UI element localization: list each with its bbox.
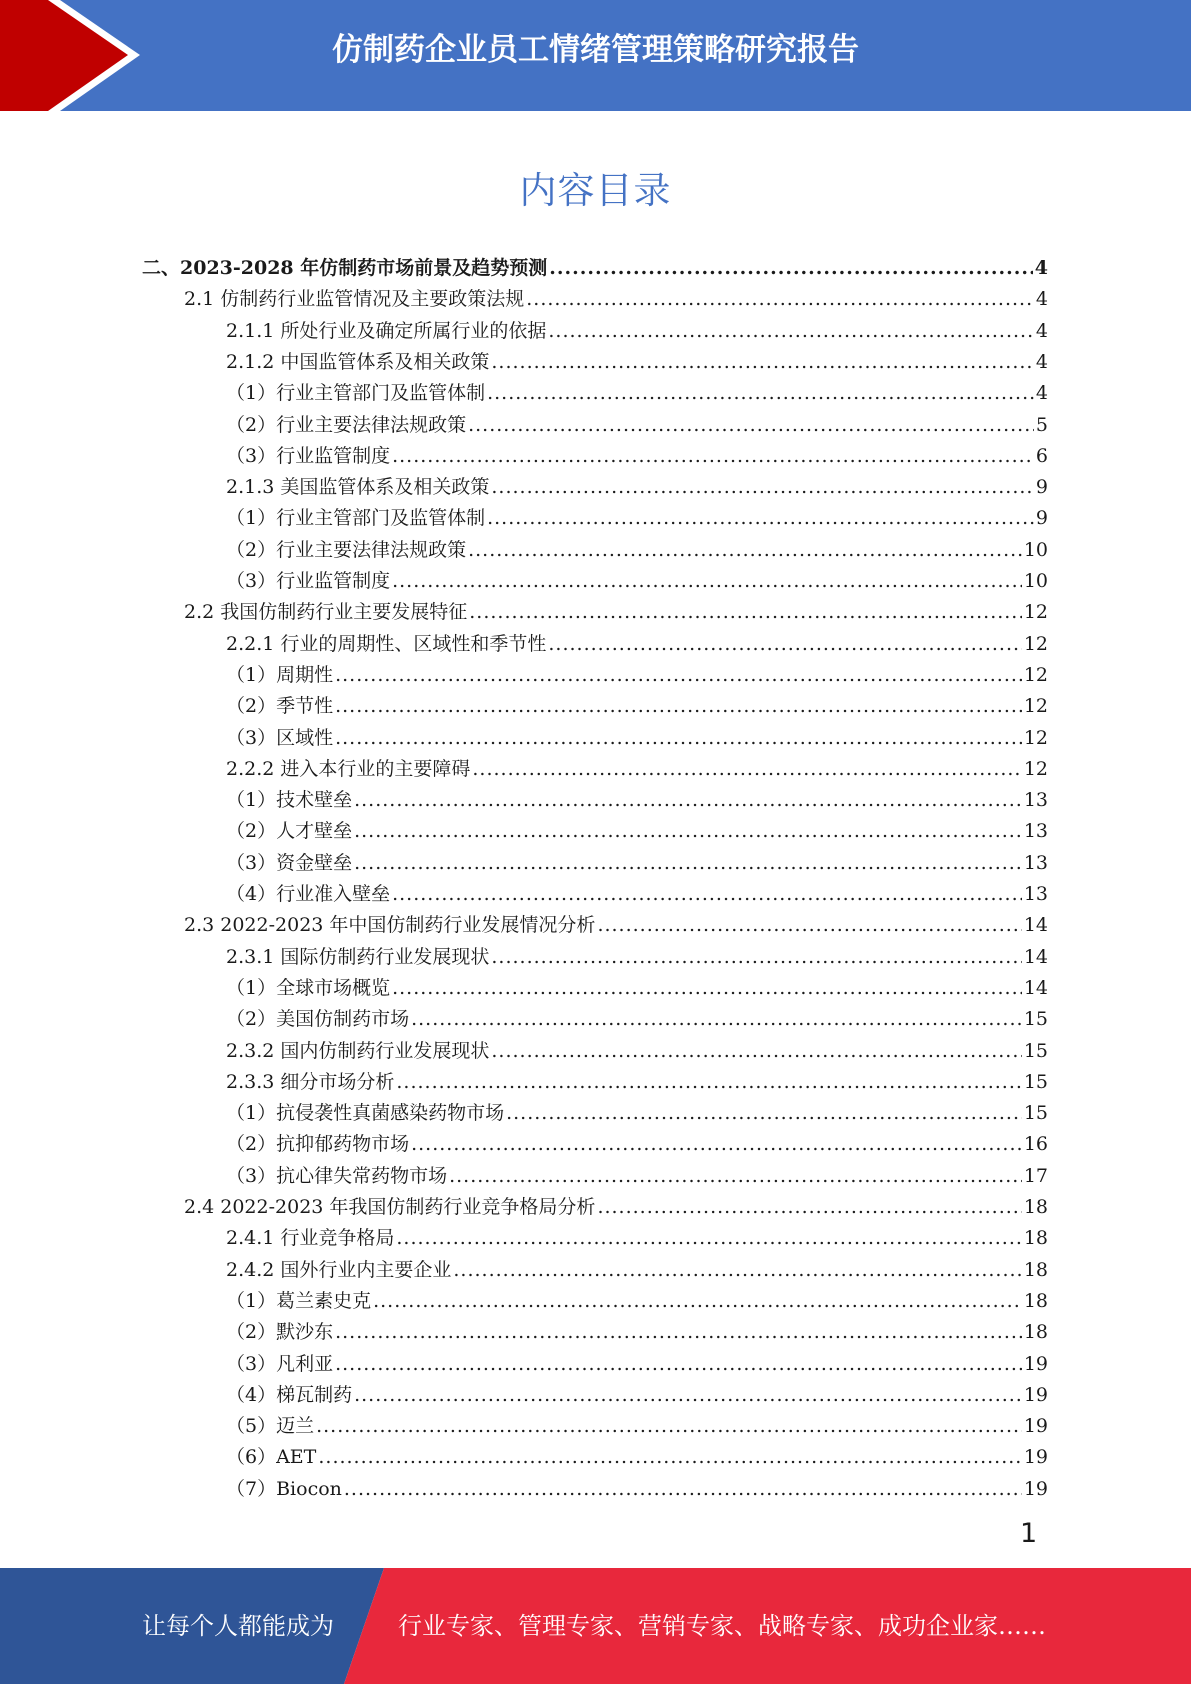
toc-entry-page: 12 (1023, 632, 1048, 655)
toc-entry-page: 12 (1023, 695, 1048, 718)
toc-dot-leader (469, 597, 1022, 628)
toc-entry[interactable] (226, 879, 1048, 910)
toc-entry[interactable] (226, 848, 1048, 879)
toc-entry[interactable] (226, 1129, 1048, 1160)
toc-entry-label: （4）梯瓦制药 (226, 1383, 353, 1406)
toc-entry-page: 18 (1023, 1258, 1048, 1281)
toc-entry[interactable] (226, 1161, 1048, 1192)
toc-entry[interactable] (226, 441, 1048, 472)
toc-dot-leader (411, 1004, 1022, 1035)
toc-dot-leader (335, 691, 1022, 722)
toc-entry-page: 17 (1023, 1164, 1048, 1187)
toc-entry-page: 14 (1023, 945, 1048, 968)
toc-dot-leader (491, 347, 1034, 378)
toc-entry-page: 5 (1035, 413, 1048, 436)
toc-dot-leader (392, 566, 1022, 597)
toc-entry-page: 16 (1023, 1133, 1048, 1156)
toc-entry-page: 15 (1023, 1008, 1048, 1031)
toc-dot-leader (548, 316, 1034, 347)
toc-entry-label: （5）迈兰 (226, 1415, 315, 1438)
toc-entry-page: 19 (1023, 1415, 1048, 1438)
toc-entry[interactable] (184, 1192, 1048, 1223)
toc-entry-label: （3）凡利亚 (226, 1352, 334, 1375)
toc-entry-label: （1）周期性 (226, 663, 334, 686)
toc-dot-leader (392, 973, 1022, 1004)
toc-entry[interactable] (184, 910, 1048, 941)
toc-dot-leader (487, 503, 1034, 534)
toc-dot-leader (487, 378, 1034, 409)
toc-heading: 内容目录 (519, 169, 672, 212)
toc-entry-page: 19 (1023, 1477, 1048, 1500)
toc-entry-page: 4 (1034, 257, 1048, 279)
toc-entry-label: （1）行业主管部门及监管体制 (226, 382, 486, 405)
toc-entry[interactable] (226, 1036, 1048, 1067)
toc-entry[interactable] (226, 1067, 1048, 1098)
toc-entry-page: 19 (1023, 1352, 1048, 1375)
toc-entry-page: 14 (1023, 976, 1048, 999)
toc-entry[interactable] (226, 723, 1048, 754)
toc-entry[interactable] (226, 1004, 1048, 1035)
footer-banner (0, 1568, 1191, 1684)
toc-entry-label: （3）区域性 (226, 726, 334, 749)
toc-entry-label: 2.2 我国仿制药行业主要发展特征 (184, 601, 468, 624)
toc-dot-leader (468, 410, 1034, 441)
toc-entry-label: 2.4 2022-2023 年我国仿制药行业竞争格局分析 (184, 1196, 596, 1218)
toc-dot-leader (392, 441, 1034, 472)
toc-entry[interactable] (226, 316, 1048, 347)
toc-entry-label: 2.3.3 细分市场分析 (226, 1070, 395, 1093)
toc-entry-label: 2.1.1 所处行业及确定所属行业的依据 (226, 319, 547, 342)
toc-entry-label: （3）资金壁垒 (226, 851, 353, 874)
toc-entry-page: 12 (1023, 663, 1048, 686)
toc-entry[interactable] (226, 566, 1048, 597)
toc-entry-label: 2.1.3 美国监管体系及相关政策 (226, 476, 490, 499)
toc-dot-leader (373, 1286, 1022, 1317)
toc-entry[interactable] (226, 660, 1048, 691)
toc-dot-leader (344, 1474, 1022, 1505)
toc-entry-label: （2）美国仿制药市场 (226, 1008, 410, 1031)
toc-dot-leader (472, 754, 1021, 785)
toc-entry-label: （4）行业准入壁垒 (226, 883, 391, 905)
toc-dot-leader (396, 1223, 1021, 1254)
header-title: 仿制药企业员工情绪管理策略研究报告 (332, 32, 859, 68)
toc-entry-label: 2.2.1 行业的周期性、区域性和季节性 (226, 632, 547, 655)
toc-entry-label: 2.3.2 国内仿制药行业发展现状 (226, 1039, 490, 1062)
toc-dot-leader (335, 660, 1022, 691)
toc-entry-label: （2）人才壁垒 (226, 820, 353, 843)
page-number: 1 (1020, 1518, 1038, 1549)
toc-entry[interactable] (226, 1442, 1048, 1473)
toc-entry-label: 2.2.2 进入本行业的主要障碍 (226, 757, 471, 780)
toc-dot-leader (491, 1036, 1021, 1067)
toc-entry-page: 18 (1023, 1227, 1048, 1250)
footer-slogan-left: 让每个人都能成为 (142, 1612, 334, 1640)
toc-entry[interactable] (226, 378, 1048, 409)
toc-entry-page: 9 (1035, 476, 1048, 499)
toc-entry[interactable] (184, 284, 1048, 315)
toc-entry-page: 9 (1035, 507, 1048, 530)
toc-dot-leader (548, 629, 1021, 660)
toc-entry-page: 14 (1023, 914, 1048, 937)
toc-entry-label: （6）AET (226, 1446, 317, 1469)
toc-entry-page: 18 (1023, 1321, 1048, 1344)
toc-entry-label: （2）默沙东 (226, 1321, 334, 1344)
toc-entry[interactable] (226, 1411, 1048, 1442)
toc-dot-leader (506, 1098, 1022, 1129)
toc-entry-page: 4 (1035, 350, 1048, 373)
toc-entry[interactable] (226, 754, 1048, 785)
toc-dot-leader (335, 1317, 1022, 1348)
toc-entry-page: 12 (1023, 601, 1048, 624)
toc-entry-page: 12 (1023, 726, 1048, 749)
toc-entry-page: 13 (1023, 789, 1048, 812)
toc-entry-label: （2）行业主要法律法规政策 (226, 413, 467, 436)
toc-dot-leader (354, 848, 1022, 879)
toc-entry[interactable] (226, 347, 1048, 378)
toc-entry-label: （3）行业监管制度 (226, 570, 391, 592)
toc-entry-label: 2.1 仿制药行业监管情况及主要政策法规 (184, 288, 525, 311)
toc-dot-leader (453, 1255, 1021, 1286)
toc-entry[interactable] (226, 1255, 1048, 1286)
toc-entry-page: 12 (1023, 757, 1048, 780)
footer-slogan-right: 行业专家、管理专家、营销专家、战略专家、成功企业家…… (398, 1612, 1046, 1640)
toc-entry-label: （1）全球市场概览 (226, 976, 391, 999)
toc-entry-page: 18 (1023, 1289, 1048, 1312)
toc-entry-label: （7）Biocon (226, 1477, 342, 1500)
toc-entry[interactable] (226, 1317, 1048, 1348)
toc-entry[interactable] (226, 535, 1048, 566)
toc-entry-label: 二、2023-2028 年仿制药市场前景及趋势预测 (142, 257, 548, 279)
toc-entry[interactable] (226, 973, 1048, 1004)
toc-dot-leader (354, 1380, 1022, 1411)
toc-entry-page: 19 (1023, 1383, 1048, 1406)
toc-entry-page: 15 (1023, 1102, 1048, 1125)
toc-entry[interactable] (226, 1286, 1048, 1317)
toc-dot-leader (468, 535, 1022, 566)
toc-dot-leader (392, 879, 1022, 910)
toc-entry[interactable] (226, 691, 1048, 722)
toc-entry-page: 6 (1035, 444, 1048, 467)
toc-entry-page: 13 (1023, 820, 1048, 843)
toc-entry[interactable] (226, 1098, 1048, 1129)
toc-dot-leader (491, 942, 1021, 973)
toc-entry-label: 2.3 2022-2023 年中国仿制药行业发展情况分析 (184, 914, 596, 937)
toc-entry[interactable] (226, 1223, 1048, 1254)
toc-entry-page: 10 (1023, 538, 1048, 561)
toc-entry[interactable] (226, 785, 1048, 816)
toc-dot-leader (549, 253, 1033, 284)
toc-entry-page: 15 (1023, 1070, 1048, 1093)
toc-entry-page: 13 (1023, 851, 1048, 874)
toc-entry-page: 10 (1023, 570, 1048, 592)
toc-dot-leader (318, 1442, 1021, 1473)
toc-entry-label: （1）技术壁垒 (226, 789, 353, 812)
toc-entry[interactable] (226, 942, 1048, 973)
toc-entry-label: （2）季节性 (226, 695, 334, 718)
toc-entry-label: （1）葛兰素史克 (226, 1289, 372, 1312)
toc-dot-leader (335, 723, 1022, 754)
toc-dot-leader (491, 472, 1034, 503)
toc-entry-page: 13 (1023, 883, 1048, 905)
toc-entry[interactable] (226, 503, 1048, 534)
toc-entry[interactable] (226, 1474, 1048, 1505)
toc-entry[interactable] (184, 597, 1048, 628)
toc-dot-leader (449, 1161, 1022, 1192)
toc-entry-page: 4 (1035, 382, 1048, 405)
toc-entry-label: （2）行业主要法律法规政策 (226, 538, 467, 561)
toc-dot-leader (411, 1129, 1022, 1160)
toc-entry[interactable] (226, 410, 1048, 441)
toc-entry-label: （1）抗侵袭性真菌感染药物市场 (226, 1102, 505, 1125)
toc-dot-leader (354, 785, 1022, 816)
toc-dot-leader (396, 1067, 1021, 1098)
toc-entry[interactable] (226, 472, 1048, 503)
toc-entry-label: 2.4.1 行业竞争格局 (226, 1227, 395, 1250)
toc-entry[interactable] (226, 816, 1048, 847)
toc-dot-leader (526, 284, 1034, 315)
toc-entry-label: 2.3.1 国际仿制药行业发展现状 (226, 945, 490, 968)
toc-entry-page: 15 (1023, 1039, 1048, 1062)
toc-entry-label: 2.4.2 国外行业内主要企业 (226, 1258, 452, 1281)
toc-entry[interactable] (226, 1380, 1048, 1411)
header-banner (0, 0, 1191, 111)
toc-entry[interactable] (142, 253, 1048, 284)
toc-entry-label: （2）抗抑郁药物市场 (226, 1133, 410, 1156)
toc-entry-label: 2.1.2 中国监管体系及相关政策 (226, 350, 490, 373)
toc-entry-page: 19 (1023, 1446, 1048, 1469)
toc-entry-page: 4 (1035, 288, 1048, 311)
toc-entry-page: 18 (1023, 1196, 1048, 1218)
toc-dot-leader (316, 1411, 1022, 1442)
toc-entry-label: （3）行业监管制度 (226, 444, 391, 467)
toc-entry-page: 4 (1035, 319, 1048, 342)
toc-entry[interactable] (226, 1349, 1048, 1380)
toc-entry-label: （3）抗心律失常药物市场 (226, 1164, 448, 1187)
toc-entry-label: （1）行业主管部门及监管体制 (226, 507, 486, 530)
toc-dot-leader (597, 1192, 1021, 1223)
toc-dot-leader (335, 1349, 1022, 1380)
toc-entry[interactable] (226, 629, 1048, 660)
toc-dot-leader (354, 816, 1022, 847)
toc-dot-leader (597, 910, 1021, 941)
